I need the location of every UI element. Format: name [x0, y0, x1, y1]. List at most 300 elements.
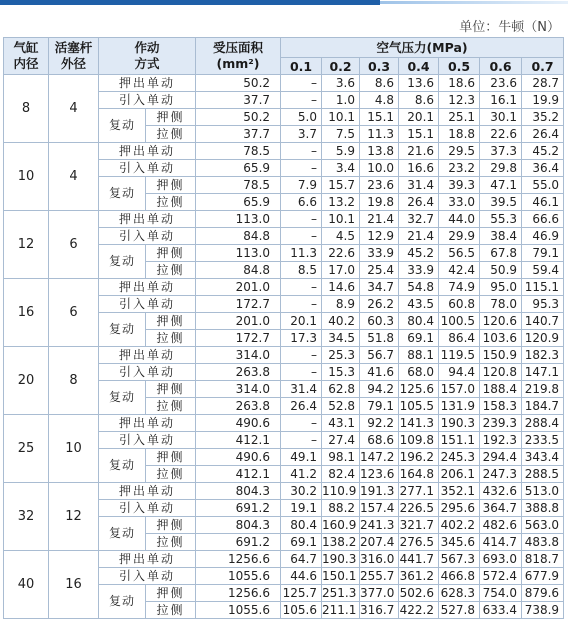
force-cell: 377.0 [360, 585, 399, 602]
rod-cell: 4 [49, 75, 99, 143]
force-cell: 62.8 [322, 381, 360, 398]
force-cell: 49.1 [281, 449, 322, 466]
force-cell: 52.8 [322, 398, 360, 415]
mode-cell-push-side: 押侧 [146, 517, 196, 534]
mode-cell-push-side: 押侧 [146, 381, 196, 398]
header-pressure-0.4: 0.4 [399, 58, 439, 75]
bore-cell: 32 [4, 483, 49, 551]
force-cell: 22.6 [480, 126, 522, 143]
force-cell: 157.4 [360, 500, 399, 517]
mode-cell-pull-side: 拉侧 [146, 466, 196, 483]
mode-cell-double: 复动 [99, 245, 146, 279]
force-cell: 7.9 [281, 177, 322, 194]
force-cell: 633.4 [480, 602, 522, 619]
force-cell: 15.1 [399, 126, 439, 143]
force-cell: 14.6 [322, 279, 360, 296]
mode-cell-pull-side: 拉侧 [146, 398, 196, 415]
table-row [4, 551, 564, 568]
area-cell: 314.0 [196, 381, 281, 398]
bore-cell: 10 [4, 143, 49, 211]
force-cell: 34.5 [322, 330, 360, 347]
force-cell: 44.6 [281, 568, 322, 585]
force-cell: – [281, 92, 322, 109]
force-cell: 28.7 [522, 75, 564, 92]
force-cell: 55.0 [522, 177, 564, 194]
force-cell: 239.3 [480, 415, 522, 432]
mode-cell-double: 复动 [99, 517, 146, 551]
force-cell: 288.4 [522, 415, 564, 432]
force-cell: 40.2 [322, 313, 360, 330]
force-cell: 68.0 [399, 364, 439, 381]
force-cell: 572.4 [480, 568, 522, 585]
table-row [4, 211, 564, 228]
force-cell: 66.6 [522, 211, 564, 228]
force-cell: 8.6 [399, 92, 439, 109]
force-cell: 41.6 [360, 364, 399, 381]
force-cell: 105.6 [281, 602, 322, 619]
force-cell: 12.9 [360, 228, 399, 245]
table-row [4, 347, 564, 364]
force-cell: 69.1 [399, 330, 439, 347]
force-cell: 95.0 [480, 279, 522, 296]
force-cell: 33.0 [439, 194, 480, 211]
force-cell: 64.7 [281, 551, 322, 568]
force-cell: 42.4 [439, 262, 480, 279]
mode-cell-double: 复动 [99, 381, 146, 415]
force-cell: 30.1 [480, 109, 522, 126]
force-cell: 79.1 [360, 398, 399, 415]
force-cell: 277.1 [399, 483, 439, 500]
mode-cell-push-single: 押出单动 [99, 143, 196, 160]
force-cell: 18.6 [439, 75, 480, 92]
mode-cell-push-single: 押出单动 [99, 415, 196, 432]
force-cell: 10.1 [322, 109, 360, 126]
force-cell: 21.6 [399, 143, 439, 160]
force-cell: 23.6 [480, 75, 522, 92]
mode-cell-push-single: 押出单动 [99, 75, 196, 92]
force-cell: 19.8 [360, 194, 399, 211]
force-cell: – [281, 143, 322, 160]
force-cell: 69.1 [281, 534, 322, 551]
force-cell: 190.3 [322, 551, 360, 568]
force-cell: 39.3 [439, 177, 480, 194]
force-cell: 46.9 [522, 228, 564, 245]
force-cell: – [281, 75, 322, 92]
force-cell: 316.7 [360, 602, 399, 619]
force-cell: 44.0 [439, 211, 480, 228]
force-cell: – [281, 364, 322, 381]
area-cell: 1055.6 [196, 602, 281, 619]
force-cell: 6.6 [281, 194, 322, 211]
force-cell: 160.9 [322, 517, 360, 534]
force-cell: 19.9 [522, 92, 564, 109]
area-cell: 490.6 [196, 449, 281, 466]
force-cell: 226.5 [399, 500, 439, 517]
table-row [4, 75, 564, 92]
table-row [4, 279, 564, 296]
force-cell: 150.9 [480, 347, 522, 364]
area-cell: 201.0 [196, 279, 281, 296]
force-cell: 56.7 [360, 347, 399, 364]
force-cell: 98.1 [322, 449, 360, 466]
force-cell: 141.3 [399, 415, 439, 432]
force-cell: 109.8 [399, 432, 439, 449]
header-pressure-0.6: 0.6 [480, 58, 522, 75]
force-cell: 158.3 [480, 398, 522, 415]
force-cell: 39.5 [480, 194, 522, 211]
force-cell: 15.1 [360, 109, 399, 126]
force-cell: 502.6 [399, 585, 439, 602]
force-cell: 754.0 [480, 585, 522, 602]
mode-cell-push-side: 押侧 [146, 177, 196, 194]
area-cell: 691.2 [196, 500, 281, 517]
force-cell: 188.4 [480, 381, 522, 398]
mode-cell-pull-side: 拉侧 [146, 262, 196, 279]
rod-cell: 4 [49, 143, 99, 211]
force-cell: 32.7 [399, 211, 439, 228]
force-cell: 343.4 [522, 449, 564, 466]
rod-cell: 6 [49, 279, 99, 347]
force-cell: 17.3 [281, 330, 322, 347]
force-cell: 294.4 [480, 449, 522, 466]
force-cell: 3.6 [322, 75, 360, 92]
rod-cell: 6 [49, 211, 99, 279]
mode-cell-push-side: 押侧 [146, 449, 196, 466]
force-cell: 100.5 [439, 313, 480, 330]
force-cell: 22.6 [322, 245, 360, 262]
force-cell: 138.2 [322, 534, 360, 551]
mode-cell-pull-side: 拉侧 [146, 126, 196, 143]
force-cell: 13.2 [322, 194, 360, 211]
force-cell: 251.3 [322, 585, 360, 602]
force-cell: 17.0 [322, 262, 360, 279]
force-cell: 120.6 [480, 313, 522, 330]
force-cell: 206.1 [439, 466, 480, 483]
force-cell: 402.2 [439, 517, 480, 534]
force-cell: 95.3 [522, 296, 564, 313]
area-cell: 78.5 [196, 143, 281, 160]
area-cell: 113.0 [196, 245, 281, 262]
force-cell: 45.2 [522, 143, 564, 160]
top-accent-bar [0, 0, 568, 7]
area-cell: 263.8 [196, 364, 281, 381]
force-cell: 432.6 [480, 483, 522, 500]
force-cell: 120.8 [480, 364, 522, 381]
force-cell: 190.3 [439, 415, 480, 432]
force-cell: 233.5 [522, 432, 564, 449]
force-cell: 54.8 [399, 279, 439, 296]
mode-cell-push-side: 押侧 [146, 109, 196, 126]
area-cell: 263.8 [196, 398, 281, 415]
mode-cell-pull-single: 引入单动 [99, 92, 196, 109]
force-cell: 241.3 [360, 517, 399, 534]
force-cell: 55.3 [480, 211, 522, 228]
mode-cell-push-single: 押出单动 [99, 279, 196, 296]
force-cell: 196.2 [399, 449, 439, 466]
area-cell: 412.1 [196, 466, 281, 483]
force-cell: 59.4 [522, 262, 564, 279]
force-cell: 361.2 [399, 568, 439, 585]
force-cell: 36.4 [522, 160, 564, 177]
force-cell: 105.5 [399, 398, 439, 415]
force-cell: 207.4 [360, 534, 399, 551]
force-cell: 34.7 [360, 279, 399, 296]
force-cell: 92.2 [360, 415, 399, 432]
force-cell: 16.6 [399, 160, 439, 177]
force-cell: 18.8 [439, 126, 480, 143]
header-mode: 作动 方式 [99, 38, 196, 75]
force-cell: 43.1 [322, 415, 360, 432]
force-cell: 27.4 [322, 432, 360, 449]
force-cell: 818.7 [522, 551, 564, 568]
force-cell: 47.1 [480, 177, 522, 194]
force-cell: 79.1 [522, 245, 564, 262]
force-cell: 151.1 [439, 432, 480, 449]
force-cell: 33.9 [399, 262, 439, 279]
force-cell: 50.9 [480, 262, 522, 279]
force-cell: 482.6 [480, 517, 522, 534]
area-cell: 804.3 [196, 483, 281, 500]
force-cell: 29.9 [439, 228, 480, 245]
mode-cell-pull-side: 拉侧 [146, 534, 196, 551]
mode-cell-double: 复动 [99, 313, 146, 347]
mode-cell-double: 复动 [99, 177, 146, 211]
mode-cell-pull-side: 拉侧 [146, 330, 196, 347]
area-cell: 172.7 [196, 330, 281, 347]
area-cell: 113.0 [196, 211, 281, 228]
force-cell: 46.1 [522, 194, 564, 211]
area-cell: 172.7 [196, 296, 281, 313]
force-cell: 29.8 [480, 160, 522, 177]
force-cell: 23.2 [439, 160, 480, 177]
force-cell: 38.4 [480, 228, 522, 245]
force-cell: 88.2 [322, 500, 360, 517]
force-cell: 45.2 [399, 245, 439, 262]
force-cell: – [281, 296, 322, 313]
top-accent-bar-dark [0, 0, 380, 5]
force-cell: 192.3 [480, 432, 522, 449]
force-cell: 345.6 [439, 534, 480, 551]
force-cell: 364.7 [480, 500, 522, 517]
force-cell: 19.1 [281, 500, 322, 517]
header-area: 受压面积 (mm²) [196, 38, 281, 75]
force-cell: 4.5 [322, 228, 360, 245]
header-rod: 活塞杆 外径 [49, 38, 99, 75]
area-cell: 50.2 [196, 75, 281, 92]
mode-cell-push-side: 押侧 [146, 245, 196, 262]
force-cell: 219.8 [522, 381, 564, 398]
force-cell: 67.8 [480, 245, 522, 262]
header-bore: 气缸 内径 [4, 38, 49, 75]
force-cell: 125.7 [281, 585, 322, 602]
force-cell: 8.6 [360, 75, 399, 92]
force-cell: 110.9 [322, 483, 360, 500]
area-cell: 1256.6 [196, 551, 281, 568]
force-cell: 211.1 [322, 602, 360, 619]
force-cell: 255.7 [360, 568, 399, 585]
force-cell: 10.1 [322, 211, 360, 228]
force-cell: 20.1 [281, 313, 322, 330]
force-cell: 191.3 [360, 483, 399, 500]
area-cell: 37.7 [196, 126, 281, 143]
force-cell: 16.1 [480, 92, 522, 109]
force-cell: 5.0 [281, 109, 322, 126]
mode-cell-push-side: 押侧 [146, 313, 196, 330]
header-pressure-0.5: 0.5 [439, 58, 480, 75]
force-cell: 8.9 [322, 296, 360, 313]
force-cell: 131.9 [439, 398, 480, 415]
area-cell: 65.9 [196, 160, 281, 177]
mode-cell-pull-single: 引入单动 [99, 364, 196, 381]
force-cell: 182.3 [522, 347, 564, 364]
force-cell: 677.9 [522, 568, 564, 585]
force-cell: 51.8 [360, 330, 399, 347]
table-row [4, 415, 564, 432]
bore-cell: 8 [4, 75, 49, 143]
force-cell: – [281, 432, 322, 449]
force-cell: 7.5 [322, 126, 360, 143]
force-cell: 3.7 [281, 126, 322, 143]
mode-cell-pull-side: 拉侧 [146, 602, 196, 619]
force-cell: 94.2 [360, 381, 399, 398]
force-cell: 247.3 [480, 466, 522, 483]
force-cell: – [281, 160, 322, 177]
force-cell: 352.1 [439, 483, 480, 500]
area-cell: 37.7 [196, 92, 281, 109]
area-cell: 50.2 [196, 109, 281, 126]
table-row [4, 483, 564, 500]
bore-cell: 25 [4, 415, 49, 483]
force-cell: 80.4 [281, 517, 322, 534]
mode-cell-pull-single: 引入单动 [99, 160, 196, 177]
force-cell: 15.7 [322, 177, 360, 194]
area-cell: 84.8 [196, 228, 281, 245]
force-cell: 157.0 [439, 381, 480, 398]
force-cell: 60.3 [360, 313, 399, 330]
force-cell: 115.1 [522, 279, 564, 296]
force-cell: 422.2 [399, 602, 439, 619]
area-cell: 490.6 [196, 415, 281, 432]
force-cell: 628.3 [439, 585, 480, 602]
area-cell: 84.8 [196, 262, 281, 279]
force-cell: 26.2 [360, 296, 399, 313]
force-cell: 11.3 [281, 245, 322, 262]
force-cell: 29.5 [439, 143, 480, 160]
rod-cell: 8 [49, 347, 99, 415]
force-cell: 74.9 [439, 279, 480, 296]
force-cell: 94.4 [439, 364, 480, 381]
force-cell: 31.4 [281, 381, 322, 398]
force-cell: 8.5 [281, 262, 322, 279]
mode-cell-pull-single: 引入单动 [99, 228, 196, 245]
force-cell: 78.0 [480, 296, 522, 313]
mode-cell-pull-side: 拉侧 [146, 194, 196, 211]
force-cell: 276.5 [399, 534, 439, 551]
force-cell: 35.2 [522, 109, 564, 126]
force-cell: 56.5 [439, 245, 480, 262]
force-cell: 13.6 [399, 75, 439, 92]
header-pressure-0.1: 0.1 [281, 58, 322, 75]
force-cell: 80.4 [399, 313, 439, 330]
rod-cell: 10 [49, 415, 99, 483]
mode-cell-double: 复动 [99, 585, 146, 619]
mode-cell-push-single: 押出单动 [99, 211, 196, 228]
force-cell: 25.4 [360, 262, 399, 279]
force-cell: 20.1 [399, 109, 439, 126]
area-cell: 691.2 [196, 534, 281, 551]
mode-cell-double: 复动 [99, 449, 146, 483]
force-cell: 25.1 [439, 109, 480, 126]
bore-cell: 12 [4, 211, 49, 279]
force-cell: 13.8 [360, 143, 399, 160]
force-cell: 12.3 [439, 92, 480, 109]
force-cell: 321.7 [399, 517, 439, 534]
force-cell: 140.7 [522, 313, 564, 330]
bore-cell: 20 [4, 347, 49, 415]
force-cell: 1.0 [322, 92, 360, 109]
force-cell: 441.7 [399, 551, 439, 568]
table-body [4, 75, 564, 619]
force-cell: 563.0 [522, 517, 564, 534]
bore-cell: 40 [4, 551, 49, 619]
cylinder-force-table [3, 37, 564, 619]
unit-note: 单位：牛顿（N） [459, 20, 560, 35]
force-cell: 295.6 [439, 500, 480, 517]
force-cell: 414.7 [480, 534, 522, 551]
force-cell: 82.4 [322, 466, 360, 483]
force-cell: 68.6 [360, 432, 399, 449]
mode-cell-push-side: 押侧 [146, 585, 196, 602]
force-cell: 37.3 [480, 143, 522, 160]
area-cell: 1256.6 [196, 585, 281, 602]
force-cell: 150.1 [322, 568, 360, 585]
force-cell: 693.0 [480, 551, 522, 568]
force-cell: 527.8 [439, 602, 480, 619]
force-cell: 60.8 [439, 296, 480, 313]
mode-cell-pull-single: 引入单动 [99, 500, 196, 517]
force-cell: 388.8 [522, 500, 564, 517]
force-cell: 33.9 [360, 245, 399, 262]
force-cell: 23.6 [360, 177, 399, 194]
force-cell: – [281, 279, 322, 296]
table-row [4, 143, 564, 160]
force-cell: 21.4 [399, 228, 439, 245]
force-cell: 15.3 [322, 364, 360, 381]
area-cell: 65.9 [196, 194, 281, 211]
force-cell: 513.0 [522, 483, 564, 500]
force-cell: 10.0 [360, 160, 399, 177]
force-cell: – [281, 228, 322, 245]
force-cell: 26.4 [281, 398, 322, 415]
rod-cell: 12 [49, 483, 99, 551]
top-accent-bar-light [380, 1, 568, 4]
force-cell: 11.3 [360, 126, 399, 143]
force-cell: 21.4 [360, 211, 399, 228]
force-cell: 147.2 [360, 449, 399, 466]
force-cell: – [281, 347, 322, 364]
force-cell: 26.4 [399, 194, 439, 211]
area-cell: 1055.6 [196, 568, 281, 585]
force-cell: – [281, 211, 322, 228]
force-cell: 25.3 [322, 347, 360, 364]
force-cell: 879.6 [522, 585, 564, 602]
force-cell: 125.6 [399, 381, 439, 398]
force-cell: 86.4 [439, 330, 480, 347]
area-cell: 412.1 [196, 432, 281, 449]
force-cell: 3.4 [322, 160, 360, 177]
header-pressure-0.3: 0.3 [360, 58, 399, 75]
force-cell: 316.0 [360, 551, 399, 568]
